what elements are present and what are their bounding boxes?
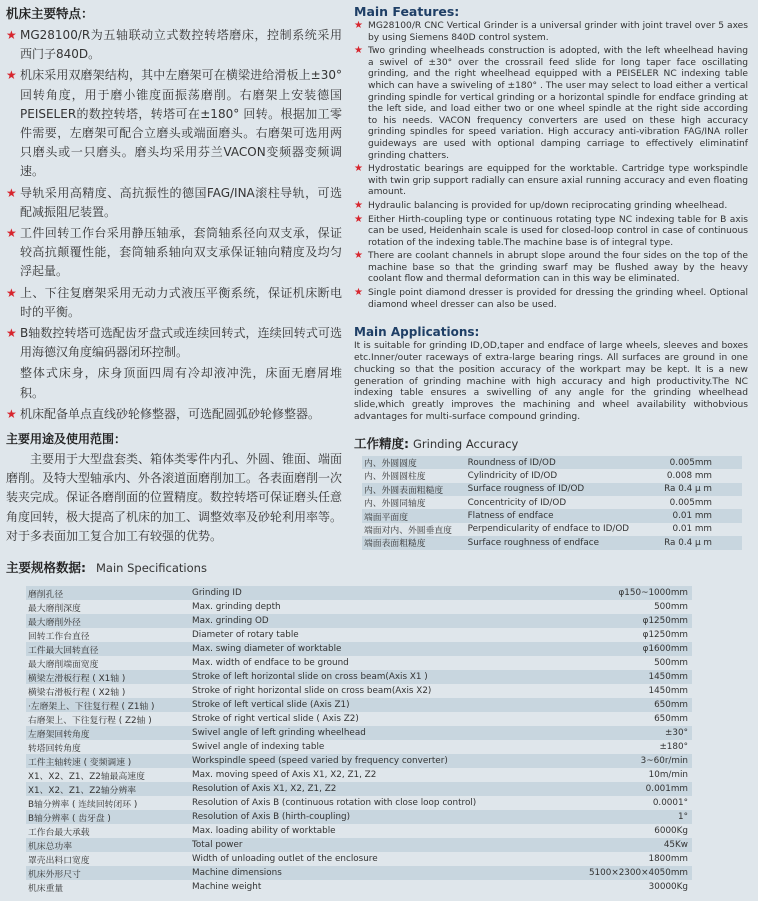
star-icon: ★ — [354, 199, 363, 211]
spec-cn: B轴分辨率 ( 连续回转闭环 ) — [26, 796, 190, 810]
spec-table — [26, 586, 692, 894]
feature-item-en — [354, 215, 748, 250]
left-column — [6, 4, 342, 546]
precision-en: Surface roughness of endface — [466, 536, 652, 549]
spec-value: 0.001mm — [524, 782, 692, 796]
spec-value: φ1600mm — [524, 642, 692, 656]
applications-text-cn: 主要用于大型盘套类、箱体类零件内孔、外圆、锥面、端面磨削。及特大型轴承内、外各滚道面磨削加工。各表面磨削一次装夹完成。保证各磨削面的位置精度。数控转塔可保证磨头任意角度回转，极大提高了机床的加工、调整效率及砂轮利用率等。对于多表面加工复合加工有较强的优势。 — [6, 452, 343, 543]
spec-value: 45Kw — [524, 838, 692, 852]
feature-text-en: There are coolant channels in abrupt slope around the four sides on the top of the machine base so that the grinding swarf may be flushed away by the heavy coolant flow and thermal deformation can in this way be eliminated. — [368, 251, 748, 285]
precision-value: 0.005mm — [652, 456, 742, 469]
spec-cn: 回转工作台直径 — [26, 628, 190, 642]
right-column — [354, 4, 748, 550]
spec-en: Max. grinding OD — [190, 614, 524, 628]
star-icon: ★ — [6, 28, 17, 42]
feature-text-cn: B轴数控转塔可选配齿牙盘式或连续回转式，连续回转式可选用海德汉角度编码器闭环控制。 — [20, 326, 342, 360]
precision-en: Perpendicularity of endface to ID/OD — [466, 523, 652, 536]
spec-value: φ1250mm — [524, 628, 692, 642]
spec-row — [26, 754, 692, 768]
precision-value: Ra 0.4 μ m — [652, 483, 742, 496]
spec-cn: 横梁右滑板行程 ( X2轴 ) — [26, 684, 190, 698]
spec-en: Max. grinding depth — [190, 600, 524, 614]
spec-cn: 罩壳出料口宽度 — [26, 852, 190, 866]
spec-value: 30000Kg — [524, 880, 692, 894]
feature-text-cn: 上、下往复磨架采用无动力式液压平衡系统，保证机床断电时的平衡。 — [20, 285, 342, 319]
spec-cn: 工件最大回转直径 — [26, 642, 190, 656]
spec-en: Total power — [190, 838, 524, 852]
precision-en: Roundness of ID/OD — [466, 456, 652, 469]
feature-text-en: Either Hirth-coupling type or continuous rotating type NC indexing table for B axis can be used, Heidenhain scale is used for closed-loop control in case of continuous rotation of the indexing table.The machine base is of integral type. — [368, 214, 748, 248]
spec-row — [26, 726, 692, 740]
spec-cn: 横梁左滑板行程 ( X1轴 ) — [26, 670, 190, 684]
precision-title-en: Grinding Accuracy — [413, 436, 519, 451]
feature-item-cn — [6, 66, 342, 181]
spec-en: Swivel angle of left grinding wheelhead — [190, 726, 524, 740]
feature-item-cn — [6, 364, 342, 402]
spec-row — [26, 866, 692, 880]
spec-value: 3~60r/min — [524, 754, 692, 768]
star-icon: ★ — [354, 287, 363, 299]
precision-title-cn: 工作精度: — [354, 435, 409, 451]
spec-value: ±30° — [524, 726, 692, 740]
spec-en: Max. moving speed of Axis X1, X2, Z1, Z2 — [190, 768, 524, 782]
feature-item-en — [354, 251, 748, 286]
spec-value: 1450mm — [524, 670, 692, 684]
spec-cn: 机床外形尺寸 — [26, 866, 190, 880]
spec-en: Resolution of Axis B (continuous rotation with close loop control) — [190, 796, 524, 810]
spec-row — [26, 670, 692, 684]
spec-cn: 磨削孔径 — [26, 586, 190, 600]
precision-value: 0.01 mm — [652, 523, 742, 536]
spec-row — [26, 586, 692, 600]
precision-row — [362, 536, 742, 549]
applications-title-cn: 主要用途及使用范围： — [6, 432, 127, 447]
precision-en: Cylindricity of ID/OD — [466, 469, 652, 482]
spec-en: Grinding ID — [190, 586, 524, 600]
star-icon: ★ — [354, 45, 363, 57]
feature-text-cn: 机床采用双磨架结构，其中左磨架可在横梁进给滑板上±30° 回转角度，用于磨小锥度面振荡磨削。右磨架上安装德国PEISELER的数控转塔，转塔可在±180° 回转。根据加工零件需要，左磨架可配合立磨头或端面磨头。右磨架可选用两只磨头或一只磨头。磨头均采用芬兰VACON变频器变频调速。 — [20, 68, 342, 179]
feature-item-cn — [6, 405, 342, 424]
precision-cn: 内、外圆圆柱度 — [362, 469, 466, 482]
feature-text-cn: MG28100/R为五轴联动立式数控转塔磨床，控制系统采用西门子840D。 — [20, 28, 342, 62]
precision-cn: 内、外圆同轴度 — [362, 496, 466, 509]
precision-title — [354, 434, 748, 452]
star-icon: ★ — [354, 163, 363, 175]
spec-en: Machine weight — [190, 880, 524, 894]
spec-en: Diameter of rotary table — [190, 628, 524, 642]
precision-value: 0.008 mm — [652, 469, 742, 482]
spec-cn: 工作台最大承载 — [26, 824, 190, 838]
star-icon: ★ — [6, 326, 17, 341]
spec-cn: 机床总功率 — [26, 838, 190, 852]
applications-text-en: It is suitable for grinding ID,OD,taper and endface of large wheels, sleeves and boxes etc.Inner/outer raceways of extra-large bearing rings. All surfaces are ground in one chucking so that the position accuracy of the workpart may be kept. It is a new generation of grinding machine with high accuracy and high productivity.The NC indexing table ensures a swivelling of any angle for the grinding wheelhead slide,which greatly improves the machining and wheel availability withobvious advantages for multi-surface compound grinding. — [354, 341, 748, 423]
precision-row — [362, 469, 742, 482]
star-icon: ★ — [6, 285, 17, 300]
precision-en: Surface rougness of ID/OD — [466, 483, 652, 496]
feature-item-en — [354, 164, 748, 199]
feature-item-cn — [6, 224, 342, 282]
star-icon: ★ — [6, 226, 17, 241]
feature-item-en — [354, 288, 748, 311]
spec-en: Stroke of right horizontal slide on cross beam(Axis X2) — [190, 684, 524, 698]
star-icon: ★ — [6, 185, 17, 200]
features-title-en: Main Features: — [354, 4, 460, 19]
precision-table — [362, 456, 742, 550]
spec-value: ±180° — [524, 740, 692, 754]
spec-cn: 最大磨削端面宽度 — [26, 656, 190, 670]
spec-row — [26, 614, 692, 628]
applications-title-en: Main Applications: — [354, 325, 480, 340]
precision-value: 0.005mm — [652, 496, 742, 509]
feature-text-cn: 导轨采用高精度、高抗振性的德国FAG/INA滚柱导轨，可选配减振阻尼装置。 — [20, 185, 342, 219]
spec-en: Max. swing diameter of worktable — [190, 642, 524, 656]
spec-cn: ·左磨架上、下往复行程 ( Z1轴 ) — [26, 698, 190, 712]
precision-en: Flatness of endface — [466, 509, 652, 522]
features-title-cn: 机床主要特点： — [6, 6, 94, 21]
spec-value: φ1250mm — [524, 614, 692, 628]
spec-value: 500mm — [524, 656, 692, 670]
spec-title — [6, 558, 207, 576]
precision-cn: 端面对内、外圆垂直度 — [362, 523, 466, 536]
precision-row — [362, 456, 742, 469]
spec-value: 10m/min — [524, 768, 692, 782]
feature-text-en: Hydraulic balancing is provided for up/down reciprocating grinding wheelhead. — [368, 200, 728, 211]
star-icon: ★ — [6, 68, 17, 83]
spec-row — [26, 796, 692, 810]
precision-value: Ra 0.4 μ m — [652, 536, 742, 549]
spec-row — [26, 852, 692, 866]
star-icon: ★ — [354, 20, 363, 31]
feature-text-cn: 机床配备单点直线砂轮修整器，可选配圆弧砂轮修整器。 — [20, 406, 321, 421]
spec-cn: X1、X2、Z1、Z2轴分辨率 — [26, 782, 190, 796]
feature-text-en: Hydrostatic bearings are equipped for the worktable. Cartridge type workspindle with twin grip support radially can ensure axial running accuracy and even floating amount. — [368, 164, 748, 198]
spec-en: Stroke of left horizontal slide on cross beam(Axis X1 ) — [190, 670, 524, 684]
spec-title-en: Main Specifications — [96, 561, 207, 575]
spec-title-cn: 主要规格数据: — [6, 560, 86, 575]
spec-row — [26, 712, 692, 726]
feature-item-cn — [6, 284, 342, 322]
feature-text-cn: 工件回转工作台采用静压轴承，套筒轴系径向双支承，保证较高抗颠覆性能，套筒轴系轴向双支承保证轴向精度及均匀浮起量。 — [20, 226, 342, 279]
spec-value: 500mm — [524, 600, 692, 614]
spec-row — [26, 642, 692, 656]
feature-text-en: Single point diamond dresser is provided for dressing the grinding wheel. Optional diamond wheel dresser can also be used. — [368, 288, 748, 310]
spec-en: Max. loading ability of worktable — [190, 824, 524, 838]
spec-cn: 工件主轴转速 ( 变频调速 ) — [26, 754, 190, 768]
spec-en: Width of unloading outlet of the enclosure — [190, 852, 524, 866]
spec-value: φ150~1000mm — [524, 586, 692, 600]
spec-cn: 最大磨削深度 — [26, 600, 190, 614]
spec-value: 5100×2300×4050mm — [524, 866, 692, 880]
spec-cn: B轴分辨率 ( 齿牙盘 ) — [26, 810, 190, 824]
precision-en: Concentricity of ID/OD — [466, 496, 652, 509]
features-list-cn — [6, 26, 342, 424]
spec-cn: 转塔回转角度 — [26, 740, 190, 754]
spec-en: Machine dimensions — [190, 866, 524, 880]
spec-row — [26, 782, 692, 796]
feature-item-en — [354, 201, 748, 213]
spec-row — [26, 768, 692, 782]
spec-en: Resolution of Axis B (hirth-coupling) — [190, 810, 524, 824]
precision-cn: 端面平面度 — [362, 509, 466, 522]
spec-en: Resolution of Axis X1, X2, Z1, Z2 — [190, 782, 524, 796]
spec-row — [26, 838, 692, 852]
spec-row — [26, 684, 692, 698]
spec-row — [26, 810, 692, 824]
spec-row — [26, 880, 692, 894]
precision-row — [362, 509, 742, 522]
spec-en: Stroke of right vertical slide ( Axis Z2) — [190, 712, 524, 726]
precision-row — [362, 523, 742, 536]
features-list-en — [354, 21, 748, 311]
spec-en: Workspindle speed (speed varied by frequency converter) — [190, 754, 524, 768]
spec-value: 1450mm — [524, 684, 692, 698]
star-icon: ★ — [354, 213, 363, 225]
spec-en: Stroke of left vertical slide (Axis Z1) — [190, 698, 524, 712]
precision-row — [362, 483, 742, 496]
spec-value: 650mm — [524, 698, 692, 712]
feature-item-cn — [6, 324, 342, 362]
spec-value: 1° — [524, 810, 692, 824]
feature-text-en: MG28100/R CNC Vertical Grinder is a universal grinder with joint travel over 5 axes by using Siemens 840D control system. — [368, 21, 748, 43]
spec-cn: 最大磨削外径 — [26, 614, 190, 628]
star-icon: ★ — [6, 406, 17, 421]
spec-row — [26, 628, 692, 642]
spec-en: Max. width of endface to be ground — [190, 656, 524, 670]
spec-row — [26, 824, 692, 838]
feature-text-en: Two grinding wheelheads construction is adopted, with the left wheelhead having a swivel of ±30° over the crossrail feed slide for long taper face oscillating grinding, and the right wheelhead equipped with a PEISELER NC indexing table which can have a swiveling of ±180° . The user may select to load either a vertical grinding spindle for vertical grinding or a horizontal spindle for endface grinding at the left side, and load either two or one wheel spindle at the right side according to his needs. VACON frequency converters are used on these high accuracy grinding spindles for speed variation. High accuracy anti-vibration FAG/INA roller guideways are used with optional damping carriage to effectively eliminatinf grinding chatters. — [368, 46, 748, 161]
spec-value: 650mm — [524, 712, 692, 726]
spec-row — [26, 600, 692, 614]
spec-cn: 机床重量 — [26, 880, 190, 894]
spec-cn: 右磨架上、下往复行程 ( Z2轴 ) — [26, 712, 190, 726]
feature-item-en — [354, 46, 748, 162]
precision-cn: 端面表面粗糙度 — [362, 536, 466, 549]
spec-row — [26, 656, 692, 670]
spec-value: 0.0001° — [524, 796, 692, 810]
spec-cn: 左磨架回转角度 — [26, 726, 190, 740]
spec-value: 1800mm — [524, 852, 692, 866]
spec-row — [26, 740, 692, 754]
spec-row — [26, 698, 692, 712]
spec-value: 6000Kg — [524, 824, 692, 838]
precision-cn: 内、外圆圆度 — [362, 456, 466, 469]
feature-item-cn — [6, 184, 342, 222]
feature-text-cn: 整体式床身，床身顶面四周有冷却液冲洗，床面无磨屑堆积。 — [20, 366, 342, 400]
feature-item-en — [354, 21, 748, 44]
spec-cn: X1、X2、Z1、Z2轴最高速度 — [26, 768, 190, 782]
precision-cn: 内、外圆表面粗糙度 — [362, 483, 466, 496]
star-icon: ★ — [354, 250, 363, 262]
feature-item-cn — [6, 26, 342, 64]
spec-en: Swivel angle of indexing table — [190, 740, 524, 754]
precision-row — [362, 496, 742, 509]
precision-value: 0.01 mm — [652, 509, 742, 522]
